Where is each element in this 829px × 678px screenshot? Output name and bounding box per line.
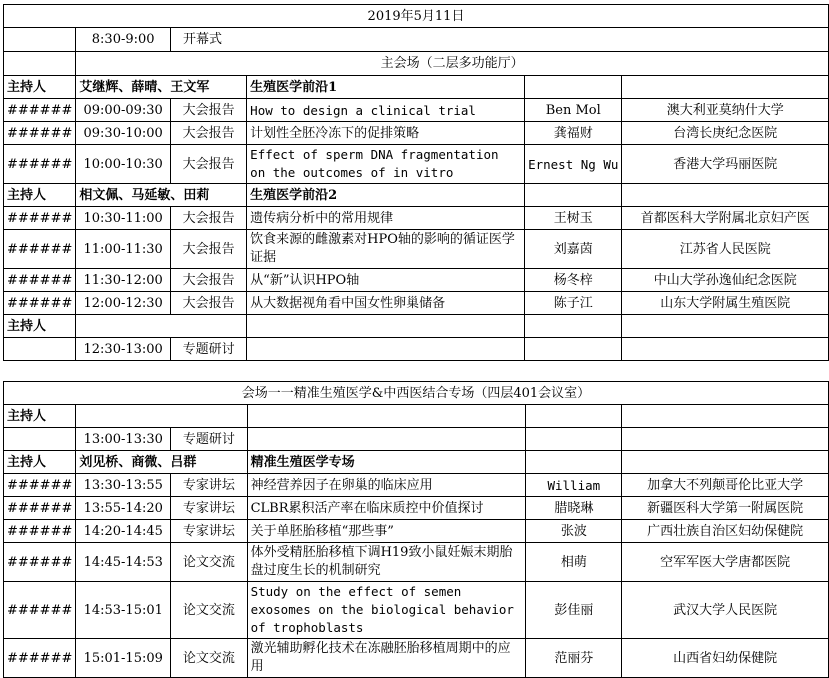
table-row	[4, 582, 829, 639]
empty-cell	[622, 405, 829, 428]
speaker-cell: Ben Mol	[525, 99, 622, 122]
host-names: 刘见桥、商微、吕群	[76, 451, 247, 474]
topic-cell: 激光辅助孵化技术在冻融胚胎移植周期中的应用	[247, 639, 526, 678]
type-cell: 大会报告	[170, 292, 246, 315]
speaker-cell: 陈子江	[525, 292, 622, 315]
topic-cell: 从“新”认识HPO轴	[247, 269, 525, 292]
topic-cell: Study on the effect of semen exosomes on the biological behavior of trophoblasts	[247, 582, 526, 639]
empty-cell	[247, 428, 526, 451]
venue-title: 主会场（二层多功能厅）	[76, 52, 829, 76]
time-cell: 14:20-14:45	[76, 520, 171, 543]
topic-cell: 计划性全胚冷冻下的促排策略	[247, 122, 525, 145]
session-header-row	[4, 184, 829, 207]
org-cell: 武汉大学人民医院	[622, 582, 829, 639]
table-row	[4, 474, 829, 497]
venue-row	[4, 382, 829, 405]
empty-cell	[247, 405, 526, 428]
schedule-table-main-venue	[3, 4, 829, 361]
session-header-row	[4, 315, 829, 338]
table-row	[4, 292, 829, 315]
session-title: 生殖医学前沿1	[247, 76, 525, 99]
venue-row	[4, 52, 829, 76]
empty-cell	[76, 405, 247, 428]
speaker-cell: 彭佳丽	[526, 582, 622, 639]
opening-label: 开幕式	[170, 28, 828, 52]
org-cell: 澳大利亚莫纳什大学	[622, 99, 829, 122]
type-cell: 大会报告	[170, 207, 246, 230]
empty-cell	[4, 28, 76, 52]
date-row	[4, 5, 829, 28]
time-cell: 11:00-11:30	[76, 230, 171, 269]
table-row	[4, 543, 829, 582]
session-header-row	[4, 405, 829, 428]
type-cell: 专题研讨	[171, 428, 247, 451]
type-cell: 大会报告	[170, 122, 246, 145]
host-label: 主持人	[4, 315, 76, 338]
date-hash-cell: ######	[4, 145, 76, 184]
empty-cell	[76, 315, 247, 338]
table-row	[4, 269, 829, 292]
org-cell: 江苏省人民医院	[622, 230, 829, 269]
date-hash-cell: ######	[4, 497, 76, 520]
empty-cell	[247, 338, 525, 361]
date-hash-cell: ######	[4, 269, 76, 292]
topic-cell: CLBR累积活产率在临床质控中价值探讨	[247, 497, 526, 520]
time-cell: 13:55-14:20	[76, 497, 171, 520]
date-hash-cell: ######	[4, 582, 76, 639]
table-row	[4, 230, 829, 269]
org-cell: 中山大学孙逸仙纪念医院	[622, 269, 829, 292]
host-label: 主持人	[4, 405, 76, 428]
empty-cell	[525, 76, 622, 99]
org-cell: 山东大学附属生殖医院	[622, 292, 829, 315]
type-cell: 论文交流	[171, 582, 247, 639]
type-cell: 大会报告	[170, 230, 246, 269]
topic-cell: 从大数据视角看中国女性卵巢储备	[247, 292, 525, 315]
time-cell: 14:53-15:01	[76, 582, 171, 639]
speaker-cell: 杨冬梓	[525, 269, 622, 292]
venue-title: 会场一一精准生殖医学&中西医结合专场（四层401会议室）	[4, 382, 829, 405]
type-cell: 大会报告	[170, 269, 246, 292]
date-hash-cell: ######	[4, 292, 76, 315]
speaker-cell: 王树玉	[525, 207, 622, 230]
schedule-table-venue-one	[3, 381, 829, 678]
speaker-cell: Ernest Ng Wu	[525, 145, 622, 184]
host-names: 艾继辉、薛晴、王文军	[76, 76, 247, 99]
time-cell: 12:00-12:30	[76, 292, 171, 315]
time-cell: 10:30-11:00	[76, 207, 171, 230]
type-cell: 专家讲坛	[171, 520, 247, 543]
speaker-cell: 范丽芬	[526, 639, 622, 678]
empty-cell	[526, 428, 622, 451]
table-row	[4, 497, 829, 520]
table-row	[4, 207, 829, 230]
time-cell: 09:30-10:00	[76, 122, 171, 145]
org-cell: 香港大学玛丽医院	[622, 145, 829, 184]
date-hash-cell: ######	[4, 207, 76, 230]
type-cell: 大会报告	[170, 145, 246, 184]
type-cell: 大会报告	[170, 99, 246, 122]
session-title: 生殖医学前沿2	[247, 184, 525, 207]
type-cell: 论文交流	[171, 639, 247, 678]
time-cell: 13:30-13:55	[76, 474, 171, 497]
table-row	[4, 145, 829, 184]
org-cell: 台湾长庚纪念医院	[622, 122, 829, 145]
time-cell: 14:45-14:53	[76, 543, 171, 582]
org-cell: 首都医科大学附属北京妇产医	[622, 207, 829, 230]
time-cell: 13:00-13:30	[76, 428, 171, 451]
time-cell: 8:30-9:00	[76, 28, 171, 52]
date-cell: 2019年5月11日	[4, 5, 829, 28]
empty-cell	[622, 184, 829, 207]
date-hash-cell: ######	[4, 639, 76, 678]
host-label: 主持人	[4, 184, 76, 207]
org-cell: 新疆医科大学第一附属医院	[622, 497, 829, 520]
speaker-cell: William	[526, 474, 622, 497]
table-row	[4, 122, 829, 145]
type-cell: 专家讲坛	[171, 497, 247, 520]
org-cell: 广西壮族自治区妇幼保健院	[622, 520, 829, 543]
date-hash-cell: ######	[4, 99, 76, 122]
empty-cell	[622, 451, 829, 474]
host-label: 主持人	[4, 451, 76, 474]
topic-cell: 饮食来源的雌激素对HPO轴的影响的循证医学证据	[247, 230, 525, 269]
time-cell: 11:30-12:00	[76, 269, 171, 292]
empty-cell	[4, 52, 76, 76]
speaker-cell: 刘嘉茵	[525, 230, 622, 269]
time-cell: 10:00-10:30	[76, 145, 171, 184]
empty-cell	[4, 428, 76, 451]
session-title: 精准生殖医学专场	[247, 451, 526, 474]
empty-cell	[526, 405, 622, 428]
table-row	[4, 338, 829, 361]
empty-cell	[525, 315, 622, 338]
table-row	[4, 520, 829, 543]
empty-cell	[622, 315, 829, 338]
empty-cell	[622, 338, 829, 361]
org-cell: 空军军医大学唐都医院	[622, 543, 829, 582]
session-header-row	[4, 451, 829, 474]
date-hash-cell: ######	[4, 122, 76, 145]
type-cell: 专题研讨	[170, 338, 246, 361]
type-cell: 论文交流	[171, 543, 247, 582]
speaker-cell: 张波	[526, 520, 622, 543]
date-hash-cell: ######	[4, 543, 76, 582]
table-row	[4, 428, 829, 451]
empty-cell	[4, 338, 76, 361]
topic-cell: Effect of sperm DNA fragmentation on the outcomes of in vitro	[247, 145, 525, 184]
opening-row	[4, 28, 829, 52]
empty-cell	[622, 428, 829, 451]
host-label: 主持人	[4, 76, 76, 99]
org-cell: 加拿大不列颠哥伦比亚大学	[622, 474, 829, 497]
empty-cell	[525, 338, 622, 361]
empty-cell	[247, 315, 525, 338]
empty-cell	[525, 184, 622, 207]
table-row	[4, 99, 829, 122]
org-cell: 山西省妇幼保健院	[622, 639, 829, 678]
time-cell: 09:00-09:30	[76, 99, 171, 122]
speaker-cell: 相萌	[526, 543, 622, 582]
time-cell: 12:30-13:00	[76, 338, 171, 361]
date-hash-cell: ######	[4, 474, 76, 497]
topic-cell: 神经营养因子在卵巢的临床应用	[247, 474, 526, 497]
empty-cell	[622, 76, 829, 99]
topic-cell: 关于单胚胎移植“那些事”	[247, 520, 526, 543]
date-hash-cell: ######	[4, 230, 76, 269]
type-cell: 专家讲坛	[171, 474, 247, 497]
time-cell: 15:01-15:09	[76, 639, 171, 678]
topic-cell: How to design a clinical trial	[247, 99, 525, 122]
topic-cell: 体外受精胚胎移植下调H19致小鼠妊娠末期胎盘过度生长的机制研究	[247, 543, 526, 582]
date-hash-cell: ######	[4, 520, 76, 543]
topic-cell: 遗传病分析中的常用规律	[247, 207, 525, 230]
host-names: 相文佩、马延敏、田莉	[76, 184, 247, 207]
speaker-cell: 腊晓琳	[526, 497, 622, 520]
table-row	[4, 639, 829, 678]
empty-cell	[526, 451, 622, 474]
session-header-row	[4, 76, 829, 99]
speaker-cell: 龚福财	[525, 122, 622, 145]
